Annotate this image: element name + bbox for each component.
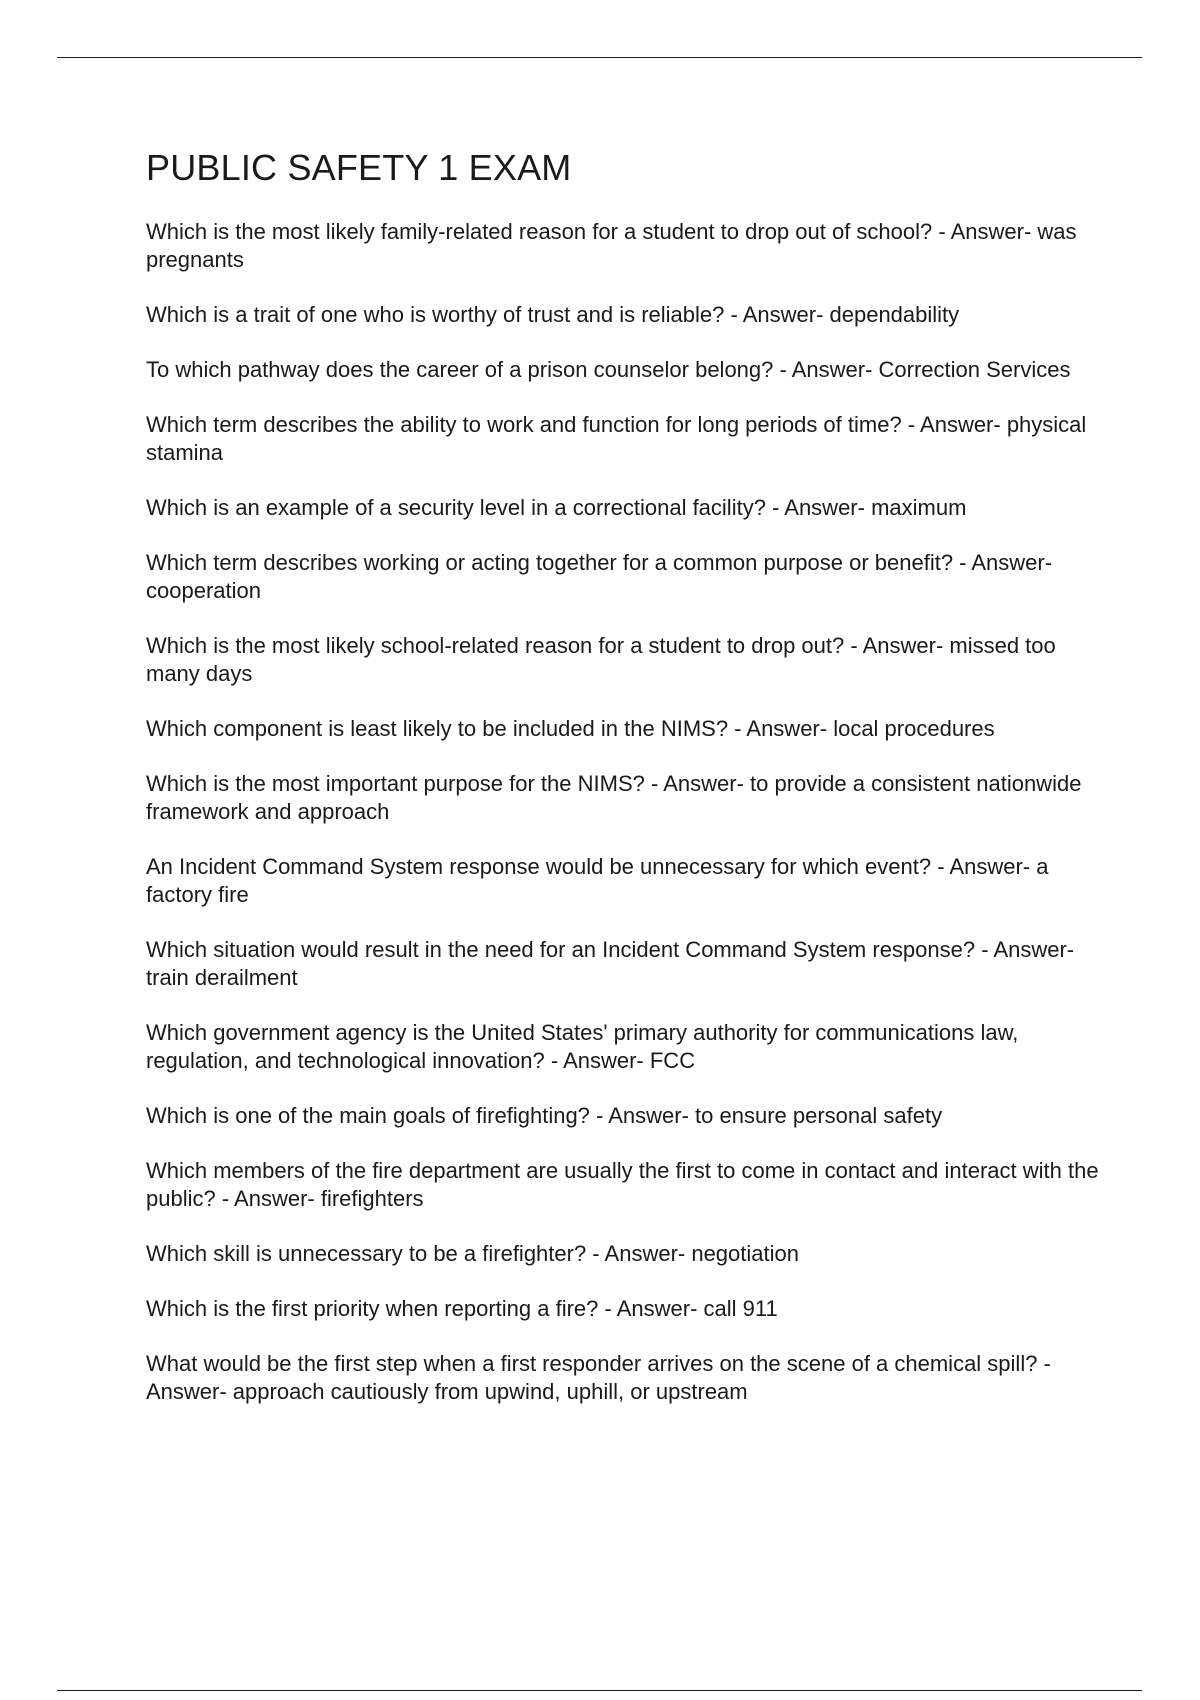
qa-item: Which is the most important purpose for the NIMS? - Answer- to provide a consistent nationwide framework and approach — [146, 771, 1082, 824]
page-title: PUBLIC SAFETY 1 EXAM — [146, 147, 572, 188]
qa-item: Which government agency is the United States' primary authority for communications law, regulation, and technological innovation? - Answer- FCC — [146, 1020, 1019, 1073]
qa-item: Which term describes working or acting together for a common purpose or benefit? - Answer- cooperation — [146, 550, 1053, 603]
qa-item: Which component is least likely to be included in the NIMS? - Answer- local procedures — [146, 716, 995, 741]
bottom-rule — [57, 1690, 1142, 1691]
qa-item: Which term describes the ability to work and function for long periods of time? - Answer- physical stamina — [146, 412, 1087, 465]
qa-item: Which is the most likely family-related reason for a student to drop out of school? - Answer- was pregnants — [146, 219, 1077, 272]
qa-item: To which pathway does the career of a prison counselor belong? - Answer- Correction Services — [146, 357, 1071, 382]
qa-item: Which members of the fire department are usually the first to come in contact and interact with the public? - Answer- firefighters — [146, 1158, 1099, 1211]
qa-item: Which is the first priority when reporting a fire? - Answer- call 911 — [146, 1296, 778, 1321]
qa-item: Which is a trait of one who is worthy of trust and is reliable? - Answer- dependability — [146, 302, 960, 327]
qa-item: Which is an example of a security level in a correctional facility? - Answer- maximum — [146, 495, 967, 520]
qa-item: What would be the first step when a first responder arrives on the scene of a chemical spill? - Answer- approach cautiously from upwind, uphill, or upstream — [146, 1351, 1051, 1404]
qa-item: Which is the most likely school-related reason for a student to drop out? - Answer- missed too many days — [146, 633, 1056, 686]
qa-item: Which situation would result in the need for an Incident Command System response? - Answer- train derailment — [146, 937, 1075, 990]
qa-item: Which is one of the main goals of firefighting? - Answer- to ensure personal safety — [146, 1103, 943, 1128]
document-body — [146, 146, 1106, 1433]
qa-item: An Incident Command System response would be unnecessary for which event? - Answer- a factory fire — [146, 854, 1049, 907]
qa-item: Which skill is unnecessary to be a firefighter? - Answer- negotiation — [146, 1241, 799, 1266]
top-rule — [57, 57, 1142, 58]
